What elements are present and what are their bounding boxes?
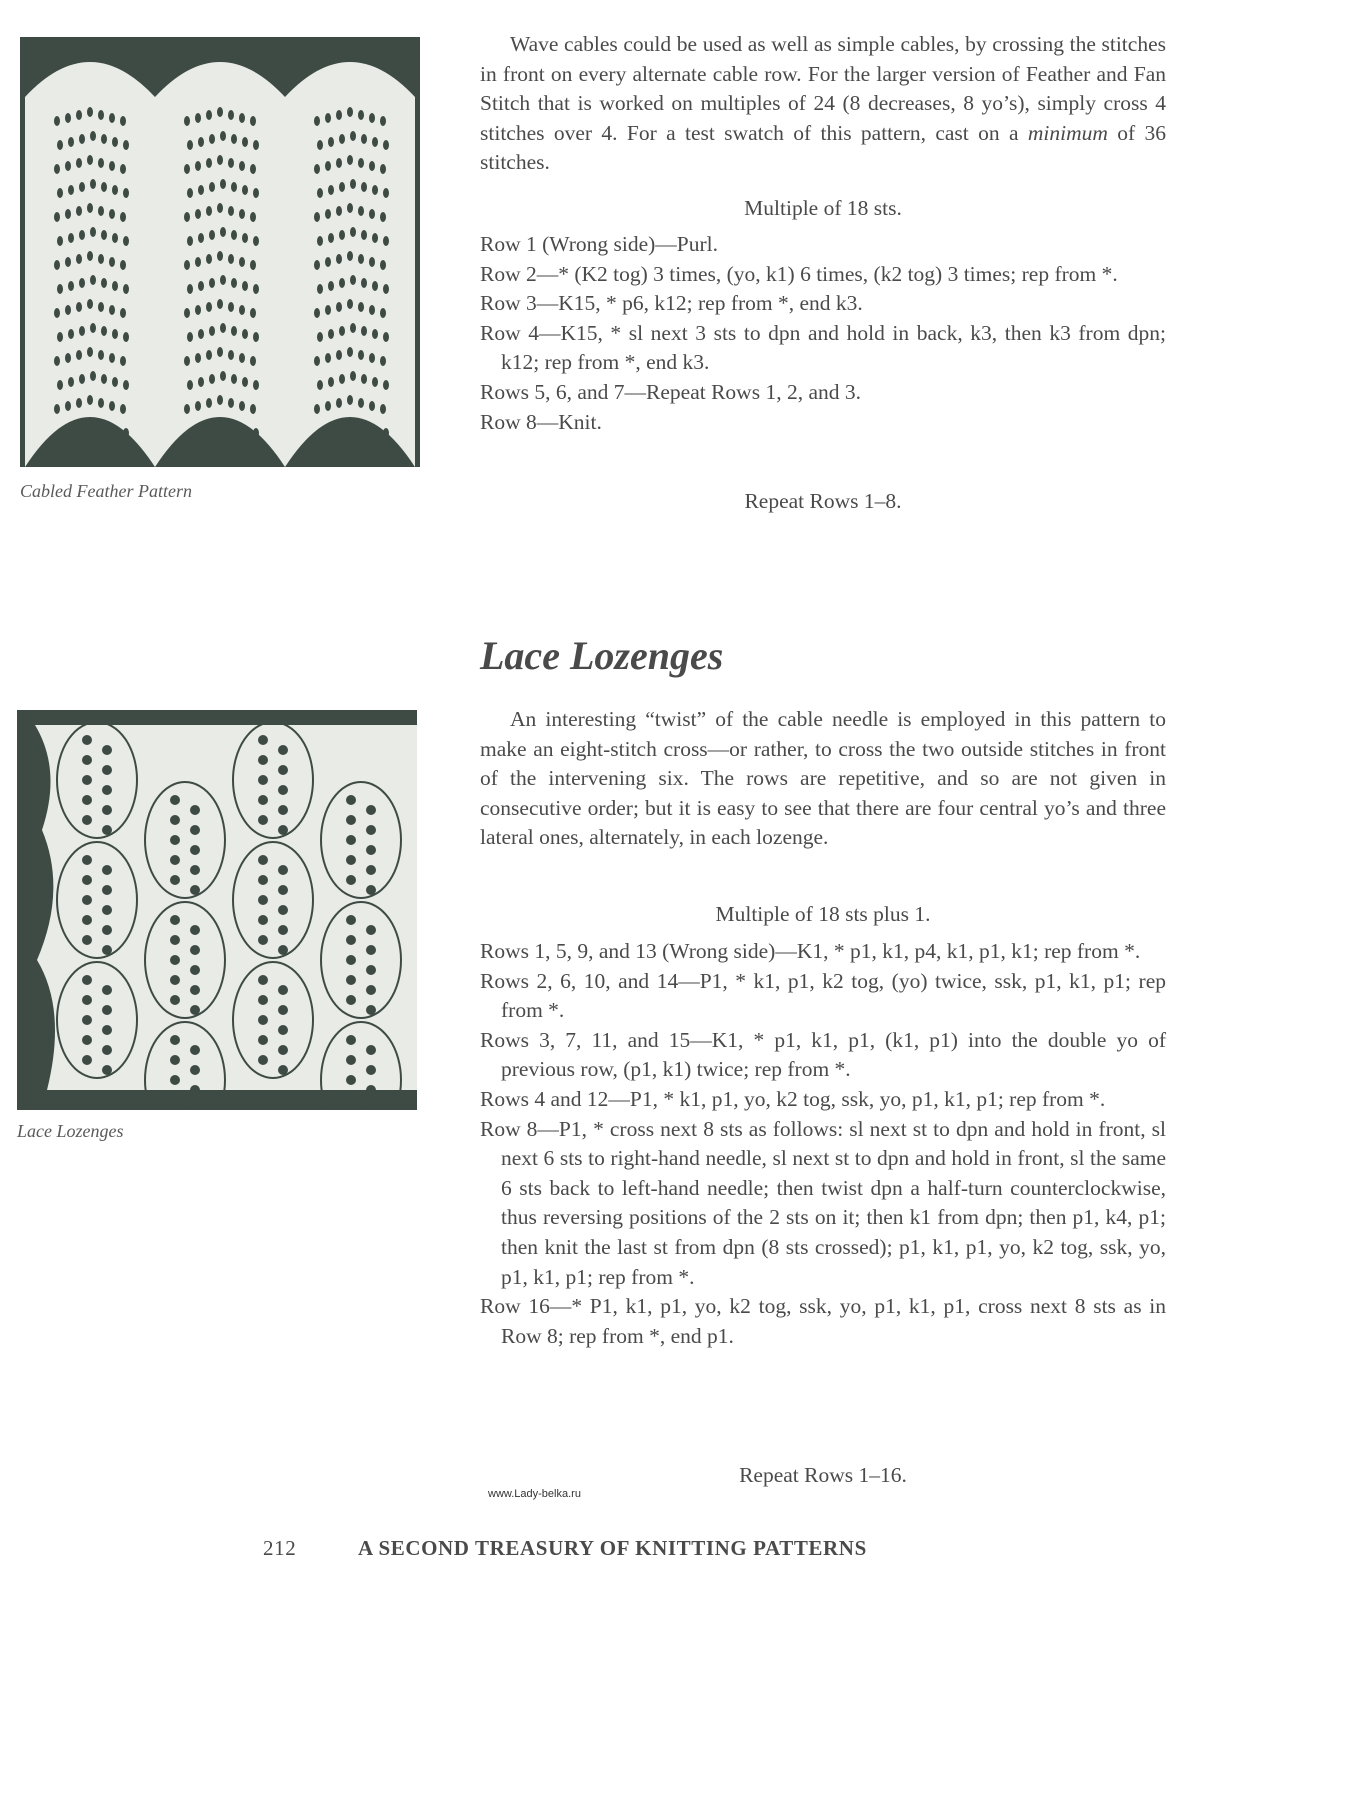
intro-emphasis: minimum [1027, 120, 1108, 145]
stitch-multiple [480, 900, 1166, 930]
photo-caption: Cabled Feather Pattern [20, 481, 192, 501]
lace-lozenges-swatch-image [17, 710, 417, 1110]
row-instruction: Row 3—K15, * p6, k12; rep from *, end k3. [480, 291, 863, 316]
row-instructions [480, 230, 1166, 437]
row-instruction: Row 4—K15, * sl next 3 sts to dpn and hold in back, k3, then k3 from dpn; k12; rep from *, end k3. [480, 320, 1166, 375]
row-instruction: Rows 5, 6, and 7—Repeat Rows 1, 2, and 3. [480, 379, 861, 404]
intro-paragraph: An interesting “twist” of the cable needle is employed in this pattern to make an eight-stitch cross—or rather, to cross the two outside stitches in front of the intervening six. The rows are repetitive, and so are not given in consecutive order; but it is easy to see that there are four central yo’s and three lateral ones, alternately, in each lozenge. [480, 707, 1166, 850]
knit-fabric [35, 725, 417, 1090]
row-instruction: Row 1 (Wrong side)—Purl. [480, 232, 719, 256]
row-instruction: Row 16—* P1, k1, p1, yo, k2 tog, ssk, yo, p1, k1, p1, cross next 8 sts as in Row 8; rep from *, end p1. [480, 1294, 1166, 1348]
repeat-note [480, 487, 1166, 517]
stitch-multiple-text: Multiple of 18 sts. [744, 196, 902, 220]
section-intro [480, 705, 1166, 853]
repeat-note [480, 1461, 1166, 1491]
stitch-multiple [480, 194, 1166, 224]
cabled-feather-swatch-image [20, 37, 420, 467]
repeat-text: Repeat Rows 1–16. [739, 1463, 907, 1487]
row-instruction: Rows 4 and 12—P1, * k1, p1, yo, k2 tog, ssk, yo, p1, k1, p1; rep from *. [480, 1086, 1106, 1111]
intro-text: Wave cables could be used as well as simple cables, by crossing the stitches in front on every alternate cable row. For the larger version of Feather and Fan Stitch that is worked on multiples of 24 (8 decreases, 8 yo’s), simply cross 4 stitches over 4. For a test swatch of this pattern, cast on a [480, 32, 1166, 145]
row-instruction: Row 8—Knit. [480, 409, 602, 434]
section-intro [480, 30, 1166, 178]
intro-text: of 36 stitches. [480, 120, 1167, 175]
stitch-multiple-text: Multiple of 18 sts plus 1. [715, 902, 931, 926]
row-instructions [480, 937, 1166, 1351]
page-number: 212 [263, 1536, 297, 1560]
row-instruction: Row 8—P1, * cross next 8 sts as follows: sl next st to dpn and hold in front, sl next 6 sts to right-hand needle, sl next st to dpn and hold in front, sl the same 6 sts back to left-hand needle; then twist dpn a half-turn counterclockwise, thus reversing positions of the 2 sts on it; then k1 from dpn; then p1, k4, p1; then knit the last st from dpn (8 sts crossed); p1, k1, p1, yo, k2 tog, ssk, yo, p1, k1, p1; rep from *. [480, 1116, 1166, 1289]
row-instruction: Row 2—* (K2 tog) 3 times, (yo, k1) 6 times, (k2 tog) 3 times; rep from *. [480, 261, 1118, 286]
row-instruction: Rows 1, 5, 9, and 13 (Wrong side)—K1, * p1, k1, p4, k1, p1, k1; rep from *. [480, 939, 1141, 963]
watermark-link[interactable]: www.Lady-belka.ru [488, 1488, 581, 1500]
intro-paragraph [480, 30, 1166, 178]
section-title: Lace Lozenges [480, 633, 724, 678]
row-instruction: Rows 2, 6, 10, and 14—P1, * k1, p1, k2 tog, (yo) twice, ssk, p1, k1, p1; rep from *. [480, 968, 1166, 1023]
knit-fabric [25, 62, 415, 467]
lace-lozenges-photo [17, 710, 417, 1110]
running-title: A SECOND TREASURY OF KNITTING PATTERNS [358, 1536, 867, 1560]
photo-caption: Lace Lozenges [17, 1121, 124, 1141]
repeat-text: Repeat Rows 1–8. [744, 489, 902, 513]
row-instruction: Rows 3, 7, 11, and 15—K1, * p1, k1, p1, (k1, p1) into the double yo of previous row, (p1, k1) twice; rep from *. [480, 1027, 1166, 1082]
page-footer [263, 1536, 867, 1561]
cabled-feather-photo [20, 37, 420, 467]
